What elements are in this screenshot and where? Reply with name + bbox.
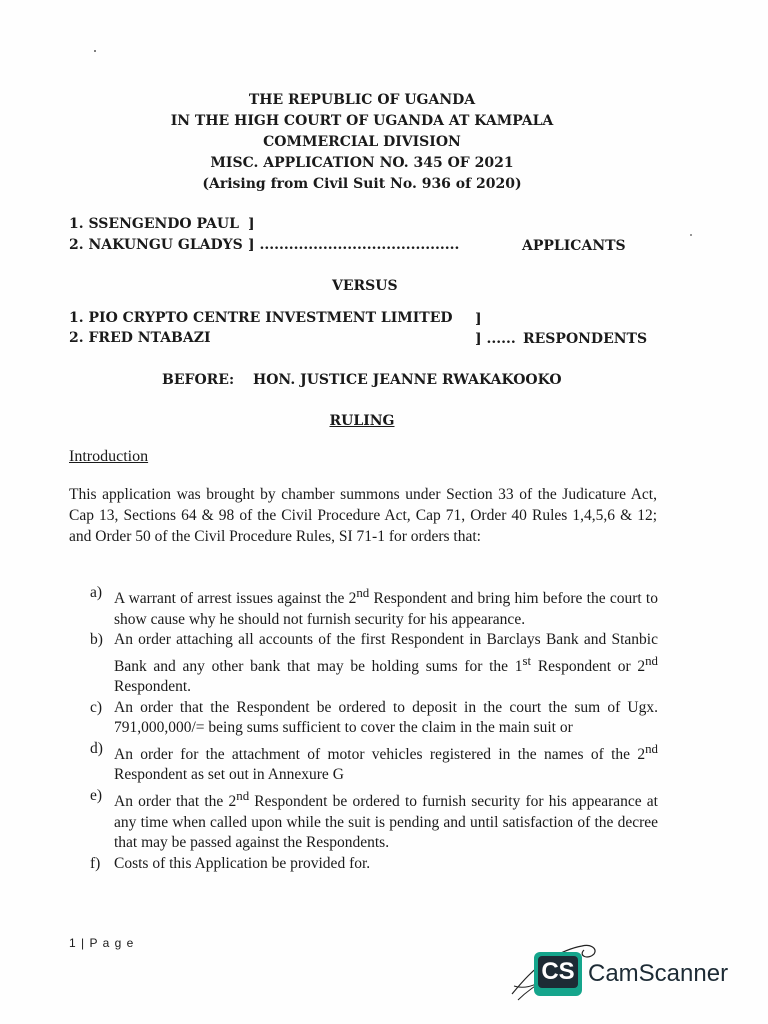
order-item: b) An order attaching all accounts of the first Respondent in Barclays Bank and Stanbic Bank and any other bank that may be holding sums for the 1st Respondent or 2nd Respondent.	[90, 631, 658, 696]
ruling-title: RULING	[329, 413, 395, 429]
camscanner-watermark	[508, 938, 748, 1008]
applicant-1-bracket: ]	[248, 216, 255, 232]
heading-arising-from: (Arising from Civil Suit No. 936 of 2020)	[202, 176, 522, 192]
section-heading-introduction: Introduction	[69, 448, 149, 465]
judge-name: HON. JUSTICE JEANNE RWAKAKOOKO	[253, 372, 562, 388]
order-item: c) An order that the Respondent be ordered to deposit in the court the sum of Ugx. 791,000,000/= being sums sufficient to cover the claim in the main suit or	[90, 698, 658, 737]
order-marker: f)	[90, 854, 101, 872]
footer-separator: |	[76, 936, 90, 950]
respondents-label: RESPONDENTS	[523, 331, 648, 347]
camscanner-logo-icon: CS	[534, 952, 582, 996]
order-marker: b)	[90, 631, 103, 649]
intro-paragraph: This application was brought by chamber summons under Section 33 of the Judicature Act, Cap 13, Sections 64 & 98 of the Civil Procedure Act, Cap 71, Order 40 Rules 1,4,5,6 & 12; and Order 50 of the Civil Procedure Rules, SI 71-1 for orders that:	[69, 486, 657, 545]
applicant-2-name: 2. NAKUNGU GLADYS	[69, 237, 243, 253]
orders-list	[90, 583, 658, 874]
case-heading	[0, 90, 724, 195]
order-item: f) Costs of this Application be provided for.	[90, 854, 658, 875]
order-marker: e)	[90, 786, 103, 804]
respondent-2-bracket: ] ......	[475, 331, 516, 347]
heading-republic: THE REPUBLIC OF UGANDA	[248, 92, 476, 108]
respondent-1-bracket: ]	[475, 311, 482, 327]
order-item: d) An order for the attachment of motor vehicles registered in the names of the 2nd Respondent as set out in Annexure G	[90, 739, 658, 784]
scan-speck	[690, 234, 692, 236]
applicants-label: APPLICANTS	[522, 238, 626, 254]
scan-speck	[94, 50, 96, 52]
before-label: BEFORE:	[162, 372, 235, 388]
heading-application-no: MISC. APPLICATION NO. 345 OF 2021	[210, 155, 514, 171]
heading-court: IN THE HIGH COURT OF UGANDA AT KAMPALA	[170, 113, 554, 129]
order-marker: d)	[90, 739, 103, 757]
respondent-1-name: 1. PIO CRYPTO CENTRE INVESTMENT LIMITED	[69, 310, 453, 326]
order-marker: a)	[90, 584, 103, 601]
order-item: a) A warrant of arrest issues against the 2nd Respondent and bring him before the court to show cause why he should not furnish security for his appearance.	[90, 584, 658, 628]
order-item: e) An order that the 2nd Respondent be ordered to furnish security for his appearance at any time when called upon while the suit is pending and until satisfaction of the decree that may be passed against the Respondents.	[90, 786, 658, 852]
page-number: 1	[69, 936, 77, 950]
camscanner-name: CamScanner	[588, 960, 729, 987]
heading-division: COMMERCIAL DIVISION	[263, 134, 461, 150]
page-footer	[69, 936, 134, 950]
respondent-2-name: 2. FRED NTABAZI	[69, 330, 211, 346]
applicant-1-name: 1. SSENGENDO PAUL	[69, 216, 239, 232]
page-label: P a g e	[89, 936, 135, 950]
versus-label: VERSUS	[332, 278, 398, 294]
order-marker: c)	[90, 698, 103, 716]
applicant-2-bracket: ] .........................................	[248, 237, 460, 253]
